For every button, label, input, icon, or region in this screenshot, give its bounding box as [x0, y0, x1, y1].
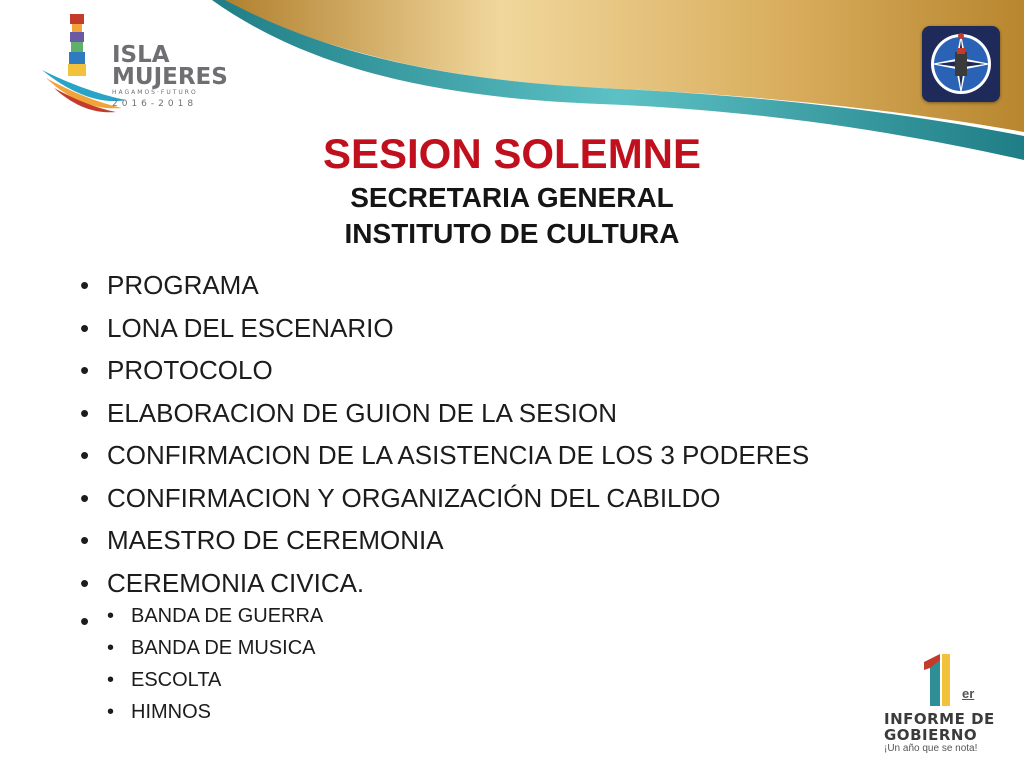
slide-subtitle-1: SECRETARIA GENERAL: [350, 182, 674, 213]
gold-band: [220, 0, 1024, 132]
slide-title: SESION SOLEMNE: [322, 130, 702, 177]
logo-line-4: 2016-2018: [112, 99, 198, 109]
sub-bullet-item: • ESCOLTA: [80, 664, 809, 696]
informe-superscript: er: [962, 686, 975, 701]
municipal-seal: [922, 26, 1000, 102]
sub-bullet-item: • HIMNOS: [80, 696, 809, 728]
bullet-item: • PROGRAMA: [80, 264, 809, 307]
slide-subtitle-2: INSTITUTO DE CULTURA: [344, 218, 680, 249]
title-block: [0, 128, 1024, 252]
informe-line-1: INFORME DE: [884, 710, 995, 728]
number-one-icon: [918, 652, 958, 706]
bullet-item: • LONA DEL ESCENARIO: [80, 307, 809, 350]
logo-line-2: MUJERES: [112, 64, 228, 90]
bullet-list: [80, 264, 809, 728]
bullet-item: • CONFIRMACION Y ORGANIZACIÓN DEL CABILDO: [80, 477, 809, 520]
bullet-item: • PROTOCOLO: [80, 349, 809, 392]
municipal-seal-icon: [922, 26, 1000, 102]
logo-text: [112, 44, 228, 110]
informe-logo: [884, 652, 1004, 756]
sub-bullet-item: • • BANDA DE GUERRA: [80, 600, 809, 632]
logo-line-1: ISLA: [112, 42, 170, 68]
bullet-item: • ELABORACION DE GUION DE LA SESION: [80, 392, 809, 435]
logo-line-3: HAGAMOS·FUTURO: [112, 89, 198, 96]
bullet-item: • CONFIRMACION DE LA ASISTENCIA DE LOS 3 PODERES: [80, 434, 809, 477]
bullet-item: • MAESTRO DE CEREMONIA: [80, 519, 809, 562]
informe-line-3: ¡Un año que se nota!: [884, 743, 978, 754]
sub-bullet-item: • BANDA DE MUSICA: [80, 632, 809, 664]
informe-line-2: GOBIERNO: [884, 726, 978, 744]
bullet-item: • CEREMONIA CIVICA.: [80, 562, 809, 605]
sub-bullet-container: [80, 600, 809, 728]
sub-bullet-list: [80, 600, 809, 728]
